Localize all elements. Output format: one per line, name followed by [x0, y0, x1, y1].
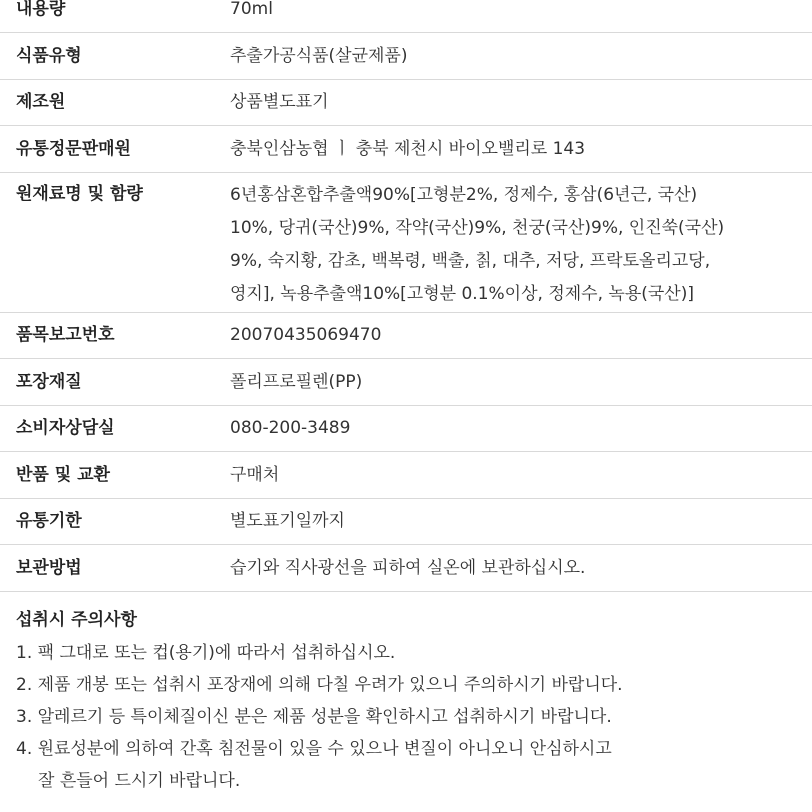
caution-item: 1. 팩 그대로 또는 컵(용기)에 따라서 섭취하십시오. [16, 643, 396, 663]
ingredients-line: 영지], 녹용추출액10%[고형분 0.1%이상, 정제수, 녹용(국산)] [230, 283, 694, 304]
info-row-returns [0, 452, 812, 499]
info-row-food-type [0, 33, 812, 80]
ingredients-value [230, 179, 812, 311]
info-label: 소비자상담실 [16, 418, 115, 439]
info-label: 유통정문판매원 [16, 138, 131, 159]
info-value: 구매처 [230, 464, 280, 485]
info-value: 별도표기일까지 [230, 511, 345, 532]
info-value: 70ml [230, 0, 273, 19]
caution-item: 4. 원료성분에 의하여 간혹 침전물이 있을 수 있으나 변질이 아니오니 안심하시고 [16, 739, 612, 759]
caution-item: 2. 제품 개봉 또는 섭취시 포장재에 의해 다칠 우려가 있으니 주의하시기 바랍니다. [16, 675, 623, 695]
info-row-volume [0, 0, 812, 33]
info-value: 추출가공식품(살균제품) [230, 45, 408, 66]
caution-item-continued [0, 765, 812, 797]
ingredients-line: 10%, 당귀(국산)9%, 작약(국산)9%, 천궁(국산)9%, 인진쑥(국산) [230, 217, 725, 238]
intake-cautions-section [0, 597, 812, 797]
info-value: 폴리프로필렌(PP) [230, 371, 363, 392]
caution-continuation-text: 잘 흔들어 드시기 바랍니다. [38, 771, 241, 791]
caution-item: 3. 알레르기 등 특이체질이신 분은 제품 성분을 확인하시고 섭취하시기 바랍니다. [16, 707, 612, 727]
info-label: 유통기한 [16, 511, 82, 532]
info-label: 반품 및 교환 [16, 464, 110, 485]
info-label: 품목보고번호 [16, 325, 115, 346]
info-value: 상품별도표기 [230, 92, 329, 113]
info-label: 원재료명 및 함량 [16, 183, 143, 204]
ingredients-line: 9%, 숙지황, 감초, 백복령, 백출, 칡, 대추, 저당, 프락토올리고당, [230, 250, 711, 271]
info-label: 보관방법 [16, 557, 82, 578]
info-row-ingredients [0, 173, 812, 313]
info-label: 제조원 [16, 92, 66, 113]
cautions-title: 섭취시 주의사항 [16, 610, 137, 630]
info-value: 20070435069470 [230, 325, 382, 346]
info-row-report-number [0, 313, 812, 360]
info-value: 습기와 직사광선을 피하여 실온에 보관하십시오. [230, 557, 586, 578]
info-label: 포장재질 [16, 371, 82, 392]
info-value: 충북인삼농협 ㅣ 충북 제천시 바이오밸리로 143 [230, 138, 586, 159]
info-row-storage [0, 545, 812, 592]
info-row-expiry [0, 499, 812, 546]
info-row-packaging [0, 359, 812, 406]
info-label: 식품유형 [16, 45, 82, 66]
info-row-distributor [0, 126, 812, 173]
info-row-manufacturer [0, 80, 812, 127]
info-label: 내용량 [16, 0, 66, 19]
ingredients-line: 6년홍삼혼합추출액90%[고형분2%, 정제수, 홍삼(6년근, 국산) [230, 184, 698, 205]
info-row-consumer-center [0, 406, 812, 453]
info-value: 080-200-3489 [230, 418, 351, 439]
